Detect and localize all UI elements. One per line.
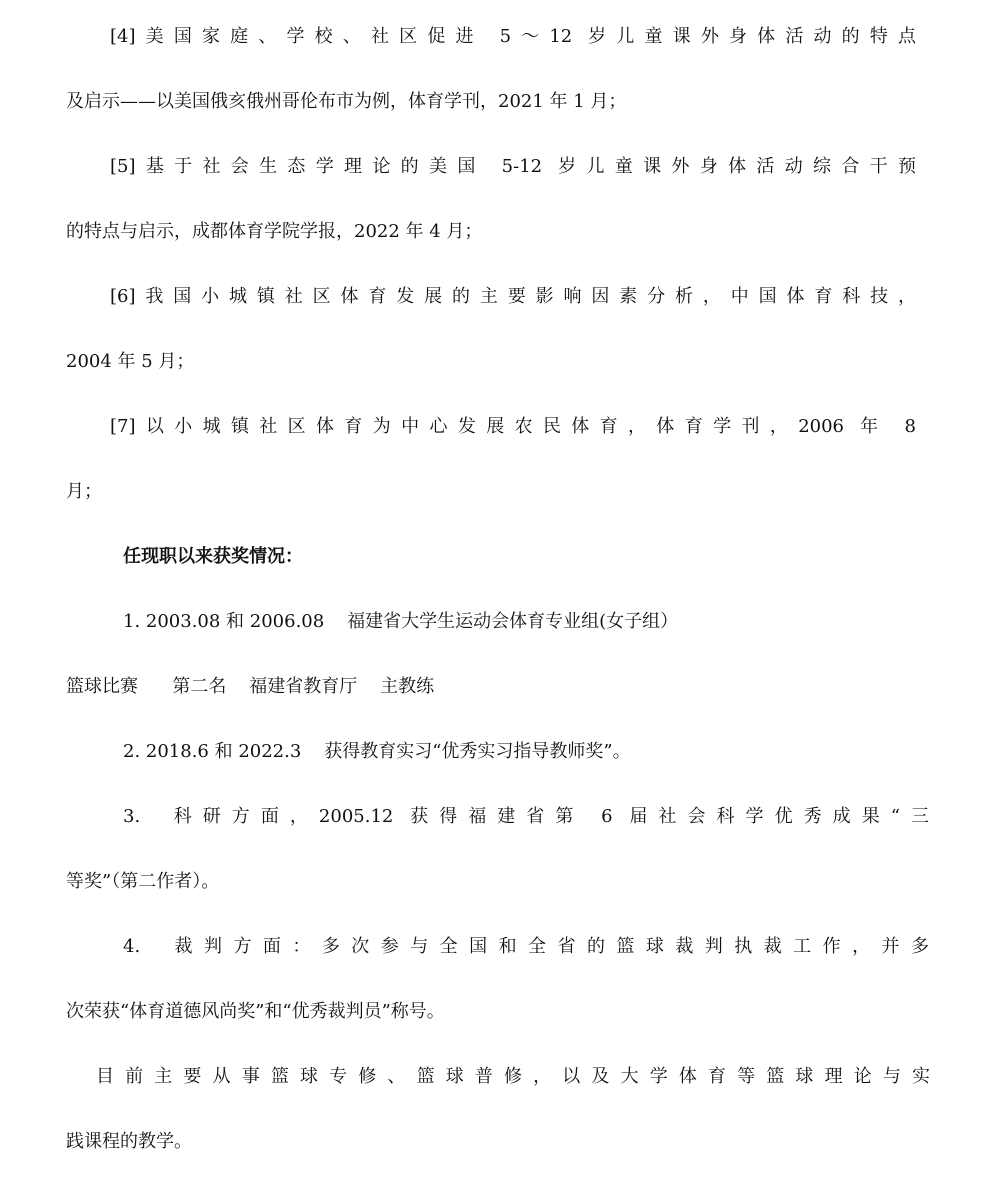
reference-text: 2004 年 5 月；: [66, 351, 195, 372]
award-item-4: [0, 914, 1000, 1044]
award-item-2: [0, 719, 1000, 784]
reference-item-5: [0, 134, 1000, 264]
reference-text: 的特点与启示，成都体育学院学报，2022 年 4 月；: [66, 221, 483, 242]
award-text: 次荣获“体育道德风尚奖”和“优秀裁判员”称号。: [66, 1001, 445, 1022]
reference-text: [4]美国家庭、学校、社区促进 5～12 岁儿童课外身体活动的特点: [110, 26, 916, 47]
reference-text: 及启示——以美国俄亥俄州哥伦布市为例，体育学刊，2021 年 1 月；: [66, 91, 627, 112]
award-item-1: [0, 589, 1000, 719]
awards-heading: 任现职以来获奖情况：: [123, 546, 303, 567]
reference-item-7: [0, 394, 1000, 524]
summary-text: 践课程的教学。: [66, 1131, 192, 1152]
award-item-3: [0, 784, 1000, 914]
reference-text: [5]基于社会生态学理论的美国 5-12 岁儿童课外身体活动综合干预: [110, 156, 916, 177]
reference-list: [0, 4, 1000, 524]
award-text: 1. 2003.08 和 2006.08 福建省大学生运动会体育专业组(女子组）: [123, 611, 679, 632]
awards-list: [0, 589, 1000, 1044]
reference-text: [6]我国小城镇社区体育发展的主要影响因素分析，中国体育科技，: [110, 286, 916, 307]
reference-item-4: [0, 4, 1000, 134]
reference-item-6: [0, 264, 1000, 394]
award-text: 4. 裁判方面：多次参与全国和全省的篮球裁判执裁工作，并多: [123, 936, 929, 957]
award-text: 2. 2018.6 和 2022.3 获得教育实习“优秀实习指导教师奖”。: [123, 741, 631, 762]
reference-text: 月；: [66, 481, 102, 502]
document-page: [0, 4, 1000, 1174]
summary-text: 目前主要从事篮球专修、篮球普修，以及大学体育等篮球理论与实: [96, 1066, 930, 1087]
award-text: 3. 科研方面，2005.12 获得福建省第 6 届社会科学优秀成果“三: [123, 806, 929, 827]
award-text: 等奖”（第二作者）。: [66, 871, 220, 892]
teaching-summary: [0, 1044, 1000, 1174]
award-text: 篮球比赛 第二名 福建省教育厅 主教练: [66, 676, 435, 697]
reference-text: [7]以小城镇社区体育为中心发展农民体育，体育学刊，2006 年 8: [110, 416, 916, 437]
